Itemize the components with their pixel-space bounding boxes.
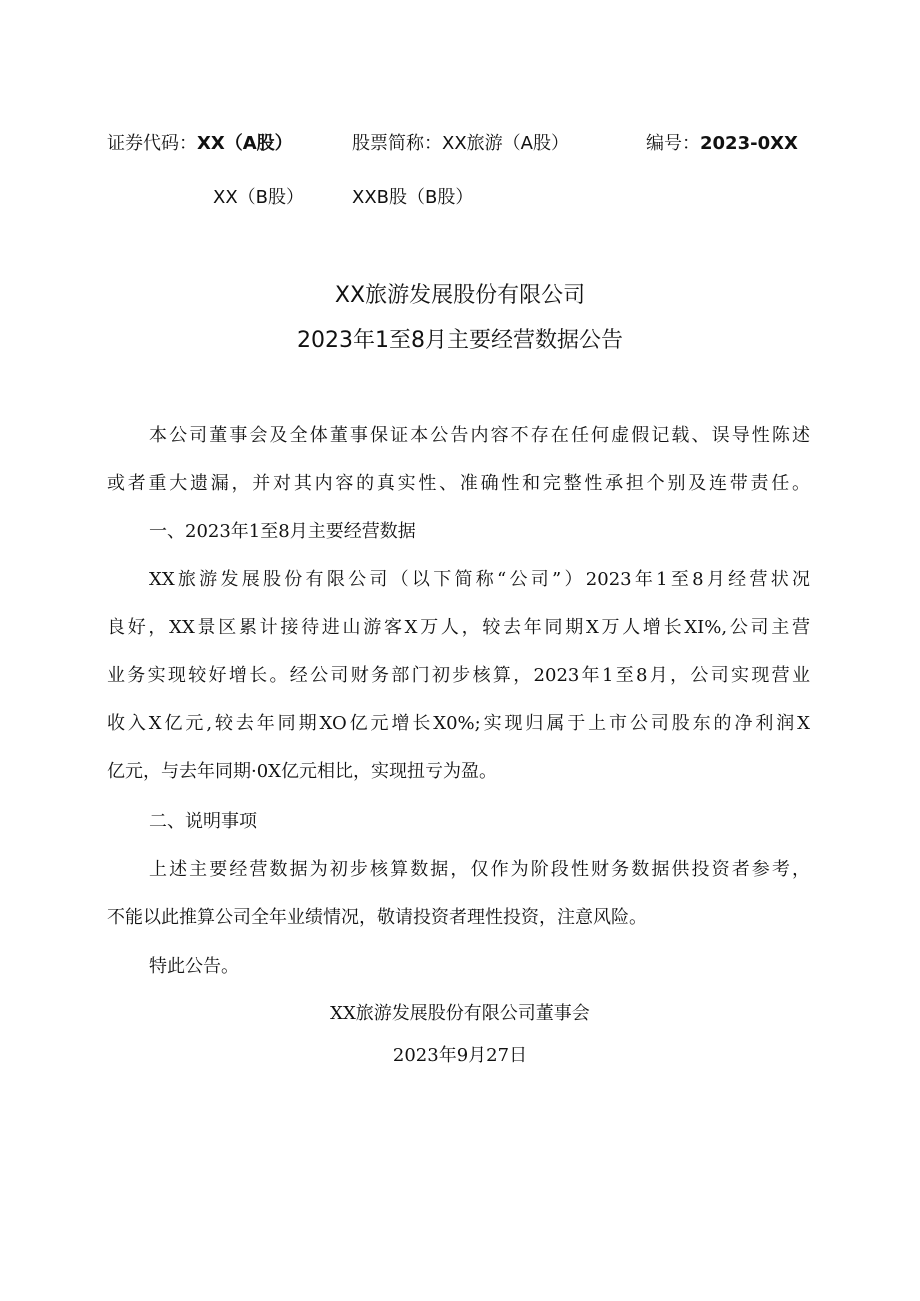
signature-org: XX旅游发展股份有限公司董事会: [330, 1003, 590, 1024]
security-code-label: 证券代码：: [107, 133, 197, 154]
paragraph-2-line-3: 业务实现较好增长。经公司财务部门初步核算，2023年1至8月，公司实现营业: [107, 665, 810, 686]
paragraph-2-line-4: 收入X亿元,较去年同期XO亿元增长X0%;实现归属于上市公司股东的净利润X: [107, 713, 810, 734]
paragraph-2-line-1: XX旅游发展股份有限公司（以下简称“公司”）2023年1至8月经营状况: [149, 569, 810, 590]
section-heading-2: 二、说明事项: [149, 811, 257, 832]
paragraph-3-line-2: 不能以此推算公司全年业绩情况，敬请投资者理性投资，注意风险。: [107, 907, 647, 928]
stock-name-b: XXB股（B股）: [352, 187, 474, 208]
stock-name-a: XX旅游（A股）: [442, 133, 569, 154]
stock-name: [352, 132, 569, 156]
paragraph-3-line-1: 上述主要经营数据为初步核算数据，仅作为阶段性财务数据供投资者参考，: [149, 859, 810, 880]
paragraph-1-line-1: 本公司董事会及全体董事保证本公告内容不存在任何虚假记载、误导性陈述: [149, 425, 810, 446]
security-code-a: XX（A股）: [197, 133, 293, 154]
paragraph-2-line-2: 良好，XX景区累计接待进山游客X万人，较去年同期X万人增长XI%,公司主营: [107, 617, 810, 638]
section-heading-1: 一、2023年1至8月主要经营数据: [149, 521, 416, 542]
security-code: [107, 132, 293, 156]
paragraph-1-line-2: 或者重大遗漏，并对其内容的真实性、准确性和完整性承担个别及连带责任。: [107, 473, 810, 494]
signature-date: 2023年9月27日: [392, 1045, 528, 1066]
number-label: 编号：: [646, 133, 700, 154]
announcement-title: 2023年1至8月主要经营数据公告: [297, 328, 623, 353]
number-value: 2023-0XX: [700, 133, 798, 154]
announcement-number: [646, 132, 798, 156]
company-title: XX旅游发展股份有限公司: [334, 283, 586, 308]
paragraph-2-line-5: 亿元，与去年同期·0X亿元相比，实现扭亏为盈。: [107, 761, 497, 782]
stock-name-label: 股票简称：: [352, 133, 442, 154]
closing-statement: 特此公告。: [149, 956, 239, 977]
security-code-b: XX（B股）: [213, 187, 305, 208]
